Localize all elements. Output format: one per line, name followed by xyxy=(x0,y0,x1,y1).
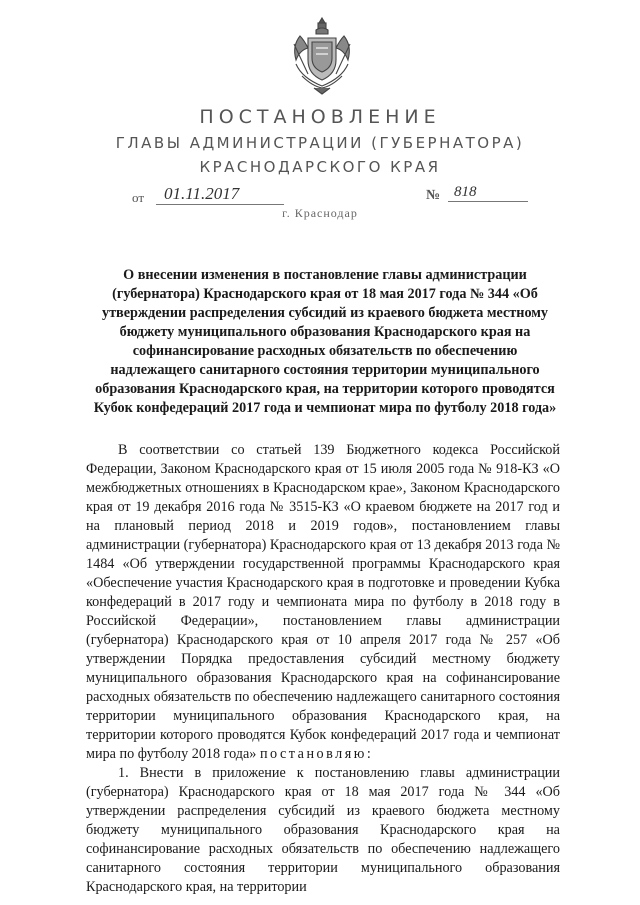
paragraph-1-text: В соответствии со статьей 139 Бюджетного кодекса Российской Федерации, Законом Краснодарского края от 15 июля 2005 года № 918-КЗ «О межбюджетных отношениях в Краснодарском крае», Законом Краснодарского края от 19 декабря 2016 года № 3515-КЗ «О краевом бюджете на 2017 год и на плановый период 2018 и 2019 годов», постановлением главы администрации (губернатора) Краснодарского края от 13 декабря 2013 года № 1484 «Об утверждении государственной программы Краснодарского края «Обеспечение участия Краснодарского края в подготовке и проведении Кубка конфедераций в 2017 году и чемпионата мира по футболу в 2018 году в Российской Федерации», постановлением главы администрации (губернатора) Краснодарского края от 10 апреля 2017 года № 257 «Об утверждении Порядка предоставления субсидий местному бюджету муниципального образования Краснодарского края на софинансирование расходных обязательств по обеспечению надлежащего санитарного состояния территории муниципального образования Краснодарского края, на территории которого проводятся Кубок конфедераций 2017 года и чемпионат мира по футболу 2018 года» xyxy=(86,442,560,762)
date-prefix: от xyxy=(132,190,145,205)
document-title: О внесении изменения в постановление главы администрации (губернатора) Краснодарского края от 18 мая 2017 года № 344 «Об утверждении распределения субсидий из краевого бюджета местному бюджету муниципального образования Краснодарского края на софинансирование расходных обязательств по обеспечению надлежащего санитарного состояния территории муниципального образования Краснодарского края, на территории которого проводятся Кубок конфедераций 2017 года и чемпионат мира по футболу 2018 года» xyxy=(93,267,557,416)
body-paragraph-2: 1. Внести в приложение к постановлению главы администрации (губернатора) Краснодарского края от 18 мая 2017 года № 344 «Об утверждении распределения субсидий из краевого бюджета местному бюджету муниципального образования Краснодарского края на софинансирование расходных обязательств по обеспечению надлежащего санитарного состояния территории муниципального образования Краснодарского края, на территории xyxy=(86,765,560,895)
issuer-line: ГЛАВЫ АДМИНИСТРАЦИИ (ГУБЕРНАТОРА) xyxy=(115,134,525,152)
document-body xyxy=(86,441,560,897)
document-number: 818 xyxy=(448,184,528,202)
body-paragraph-1 xyxy=(86,441,560,764)
resolution-word: постановляю: xyxy=(259,746,374,762)
krasnodar-coat-of-arms-icon xyxy=(286,14,358,98)
document-type-title: ПОСТАНОВЛЕНИЕ xyxy=(199,106,441,128)
number-label: № xyxy=(426,188,441,203)
city-line: г. Краснодар xyxy=(282,206,358,220)
region-line: КРАСНОДАРСКОГО КРАЯ xyxy=(199,158,441,176)
document-date: 01.11.2017 xyxy=(156,184,284,205)
